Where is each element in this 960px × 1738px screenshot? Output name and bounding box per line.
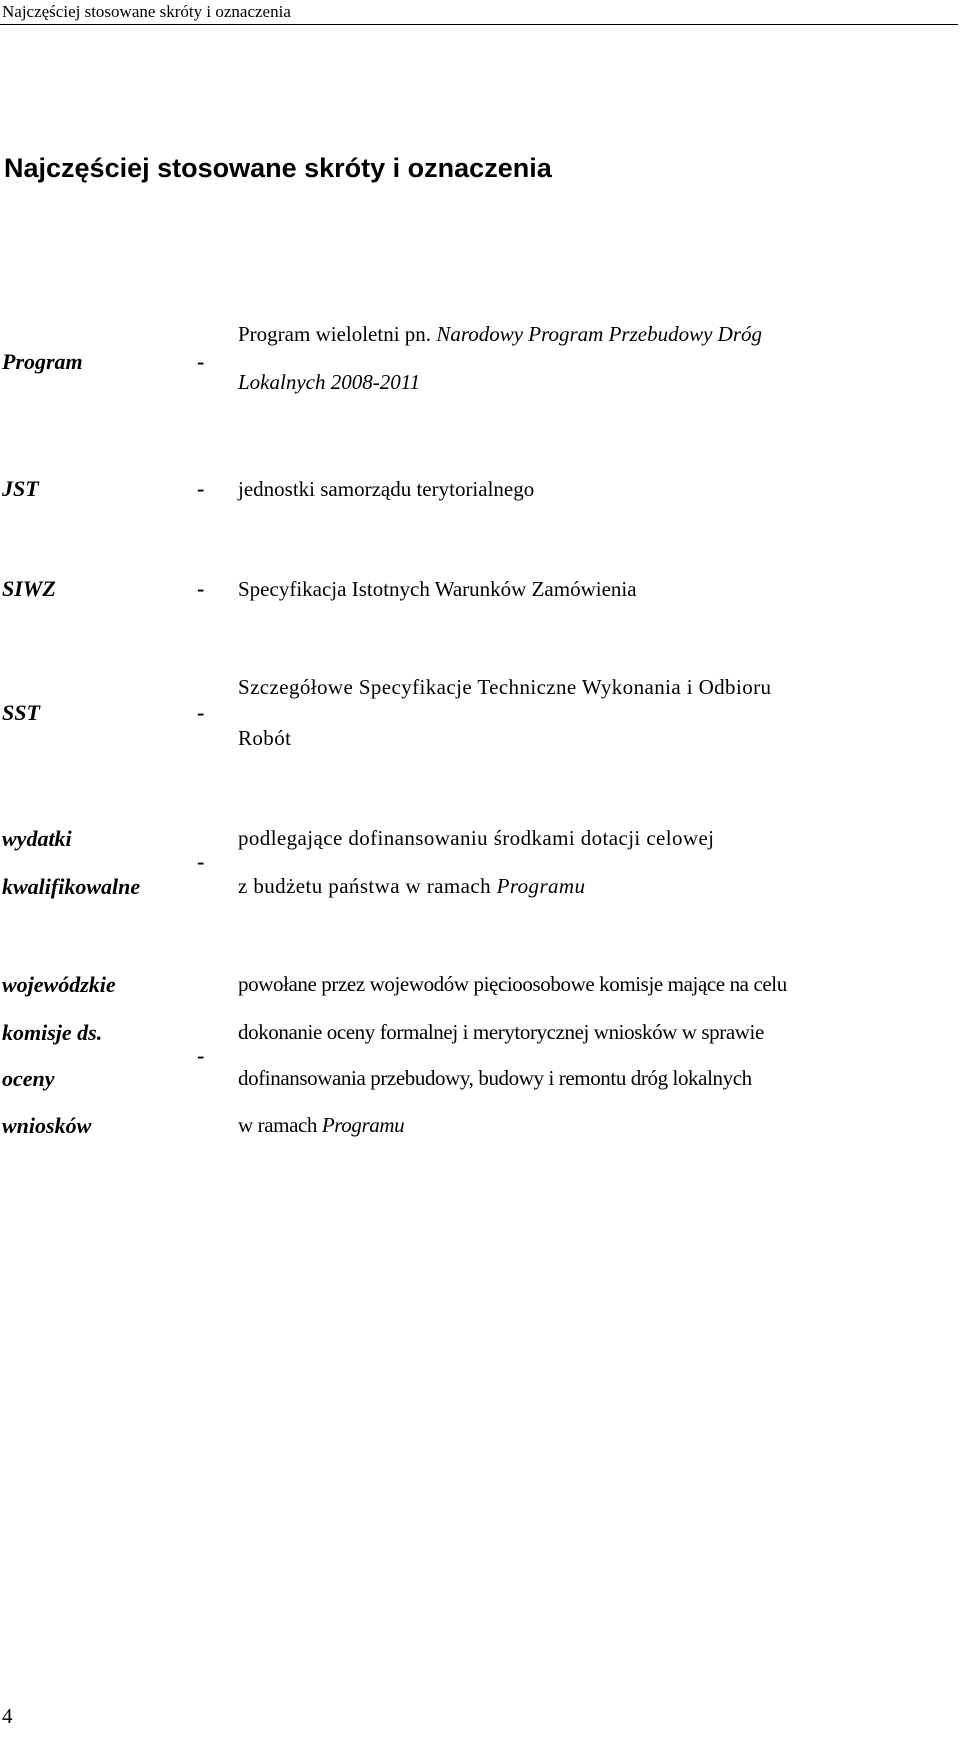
definition-sst: Szczegółowe Specyfikacje Techniczne Wykonania i Odbioru xyxy=(238,675,772,699)
definition-program-line2: Lokalnych 2008-2011 xyxy=(238,370,421,394)
entry-dash: - xyxy=(197,849,205,874)
term-wydatki: wydatki xyxy=(2,826,72,851)
page-number: 4 xyxy=(2,1704,13,1728)
definition-program xyxy=(238,322,954,347)
running-header: Najczęściej stosowane skróty i oznaczenia xyxy=(0,0,958,25)
definition-komisje-line3: dofinansowania przebudowy, budowy i remontu dróg lokalnych xyxy=(238,1066,752,1090)
term-oceny: oceny xyxy=(2,1066,55,1091)
definition-siwz: Specyfikacja Istotnych Warunków Zamówienia xyxy=(238,577,637,601)
term-jst: JST xyxy=(2,476,39,501)
page-title: Najczęściej stosowane skróty i oznaczenia xyxy=(4,153,552,183)
definition-text: w ramach xyxy=(238,1113,322,1137)
definition-italic-text: Narodowy Program Przebudowy Dróg xyxy=(436,322,763,346)
definition-italic-text: Programu xyxy=(321,1113,405,1137)
definition-komisje-line4 xyxy=(238,1113,954,1138)
term-sst: SST xyxy=(2,700,40,725)
definition-jst: jednostki samorządu terytorialnego xyxy=(238,477,535,501)
entry-dash: - xyxy=(197,700,205,725)
definition-wydatki: podlegające dofinansowaniu środkami dotacji celowej xyxy=(238,826,715,850)
definition-italic-text: Programu xyxy=(496,874,586,898)
definition-wydatki-line2 xyxy=(238,874,954,899)
term-wojewodzkie: wojewódzkie xyxy=(2,972,116,997)
definition-sst-line2: Robót xyxy=(238,726,292,750)
entry-dash: - xyxy=(197,1043,205,1068)
term-siwz: SIWZ xyxy=(2,576,56,601)
entry-dash: - xyxy=(197,349,205,374)
entry-dash: - xyxy=(197,476,205,501)
definition-text: Program wieloletni pn. xyxy=(238,322,437,346)
definition-komisje: powołane przez wojewodów pięcioosobowe komisje mające na celu xyxy=(238,972,787,996)
definition-komisje-line2: dokonanie oceny formalnej i merytorycznej wniosków w sprawie xyxy=(238,1020,764,1044)
definition-text: z budżetu państwa w ramach xyxy=(238,874,497,898)
term-program: Program xyxy=(2,349,83,374)
term-wnioskow: wniosków xyxy=(2,1113,92,1138)
entry-dash: - xyxy=(197,576,205,601)
term-komisje: komisje ds. xyxy=(2,1020,103,1045)
term-kwalifikowalne: kwalifikowalne xyxy=(2,874,141,899)
